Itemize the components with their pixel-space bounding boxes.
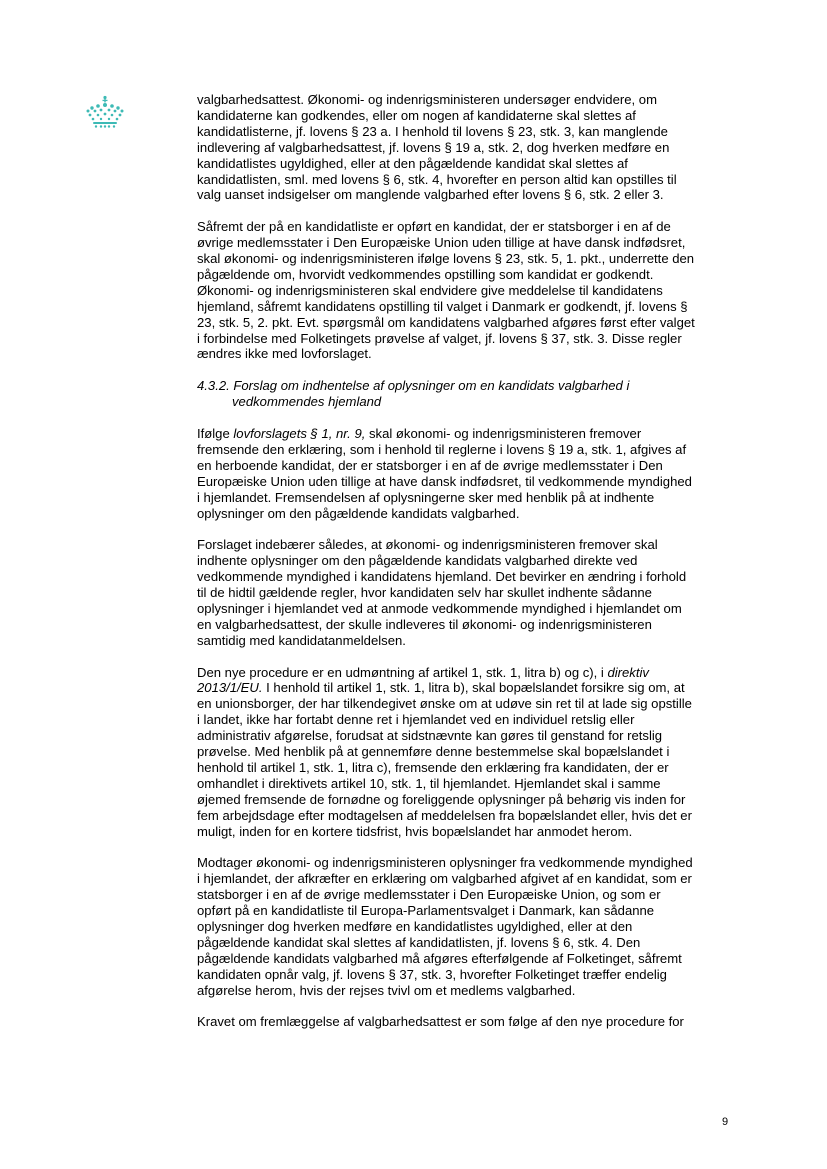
- paragraph: [197, 665, 737, 840]
- page-number: 9: [722, 1116, 729, 1128]
- paragraph-text: skal økonomi- og indenrigsministeren fremover fremsende den erklæring, som i henhold til reglerne i lovens § 19 a, stk. 1, afgives af en herboende kandidat, der er statsborger i en af de øvrige medlemsstater i Den Europæiske Union uden tillige at have dansk indfødsret, til vedkommende myndighed i hjemlandet. Fremsendelsen af oplysningerne sker med henblik på at indhente oplysninger om den pågældende kandidats valgbarhed.: [197, 425, 692, 521]
- paragraph-text: Den nye procedure er en udmøntning af artikel 1, stk. 1, litra b) og c), i: [197, 664, 608, 680]
- paragraph: Modtager økonomi- og indenrigsministeren oplysninger fra vedkommende myndighed i hjemlandet, der afkræfter en erklæring om valgbarhed afgivet af en kandidat, som er statsborger i en af de øvrige medlemsstater i Den Europæiske Union, og som er opført på en kandidatliste til Europa-Parlamentsvalget i Danmark, kan sådanne oplysninger dog hverken medføre en kandidatlistes ugyldighed, eller at den pågældende kandidat skal slettes af kandidatlisten, jf. lovens § 6, stk. 4. Den pågældende kandidats valgbarhed må afgøres efterfølgende af Folketinget, såfremt kandidaten opnår valg, jf. lovens § 37, stk. 3, hvorefter Folketinget træffer endelig afgørelse herom, hvis der rejses tvivl om et medlems valgbarhed.: [197, 855, 693, 998]
- directive-reference: direktiv 2013/1/EU.: [197, 664, 649, 696]
- paragraph: Kravet om fremlæggelse af valgbarhedsattest er som følge af den nye procedure for: [197, 1014, 684, 1030]
- paragraph-text: Ifølge: [197, 425, 234, 441]
- law-reference: lovforslagets § 1, nr. 9,: [233, 425, 366, 441]
- paragraph: Forslaget indebærer således, at økonomi- og indenrigsministeren fremover skal indhente oplysninger om den pågældende kandidats valgbarhed direkte ved vedkommende myndighed i kandidatens hjemland. Det bevirker en ændring i forhold til de hidtil gældende regler, hvor kandidaten selv har skullet indhente sådanne oplysninger i hjemlandet ved at anmode vedkommende myndighed i hjemlandet om en valgbarhedsattest, der skulle indleveres til økonomi- og indenrigsministeren samtidig med kandidatanmeldelsen.: [197, 537, 687, 648]
- paragraph: Såfremt der på en kandidatliste er opført en kandidat, der er statsborger i en af de øvrige medlemsstater i Den Europæiske Union uden tillige at have dansk indfødsret, skal økonomi- og indenrigsministeren ifølge lovens § 23, stk. 5, 1. pkt., underrette den pågældende om, hvorvidt vedkommendes opstilling som kandidat er godkendt. Økonomi- og indenrigsministeren skal endvidere give meddelelse til kandidatens hjemland, såfremt kandidatens opstilling til valget i Danmark er godkendt, jf. lovens § 23, stk. 5, 2. pkt. Evt. spørgsmål om kandidatens valgbarhed afgøres først efter valget i forbindelse med Folketingets prøvelse af valget, jf. lovens § 37, stk. 3. Disse regler ændres ikke med lovforslaget.: [197, 219, 695, 362]
- crown-icon: [85, 95, 125, 129]
- paragraph: [197, 426, 737, 521]
- body-text: [197, 92, 737, 1046]
- paragraph-text: I henhold til artikel 1, stk. 1, litra b), skal bopælslandet forsikre sig om, at en unionsborger, der har tilkendegivet ønske om at udøve sin ret til at lade sig opstille i landet, ikke har fortabt denne ret i hjemlandet ved en individuel retslig eller administrativ afgørelse, forudsat at sidstnævnte kan gøres til genstand for retslig prøvelse. Med henblik på at gennemføre denne bestemmelse skal bopælslandet i henhold til artikel 1, stk. 1, litra c), fremsende den erklæring fra kandidaten, der er omhandlet i direktivets artikel 10, stk. 1, til hjemlandet. Hjemlandet skal i samme øjemed fremsende de fornødne og foreliggende oplysninger på behørig vis inden for fem arbejdsdage efter modtagelsen af meddelelsen fra bopælslandet eller, hvis det er muligt, inden for en kortere tidsfrist, hvis bopælslandet har anmodet herom.: [197, 680, 692, 839]
- paragraph: valgbarhedsattest. Økonomi- og indenrigsministeren undersøger endvidere, om kandidaterne kan godkendes, eller om nogen af kandidaterne skal slettes af kandidatlisterne, jf. lovens § 23 a. I henhold til lovens § 23, stk. 3, kan manglende indlevering af valgbarhedsattest, jf. lovens § 19 a, stk. 2, dog hverken medføre en kandidatlistes ugyldighed, eller at den pågældende kandidat skal slettes af kandidatlisten, sml. med lovens § 6, stk. 4, hvorefter en person altid kan opstilles til valg uanset indsigelser om manglende valgbarhed efter lovens § 6, stk. 2 eller 3.: [197, 92, 677, 203]
- section-heading: 4.3.2. Forslag om indhentelse af oplysninger om en kandidats valgbarhed i vedkommendes hjemland: [197, 378, 630, 410]
